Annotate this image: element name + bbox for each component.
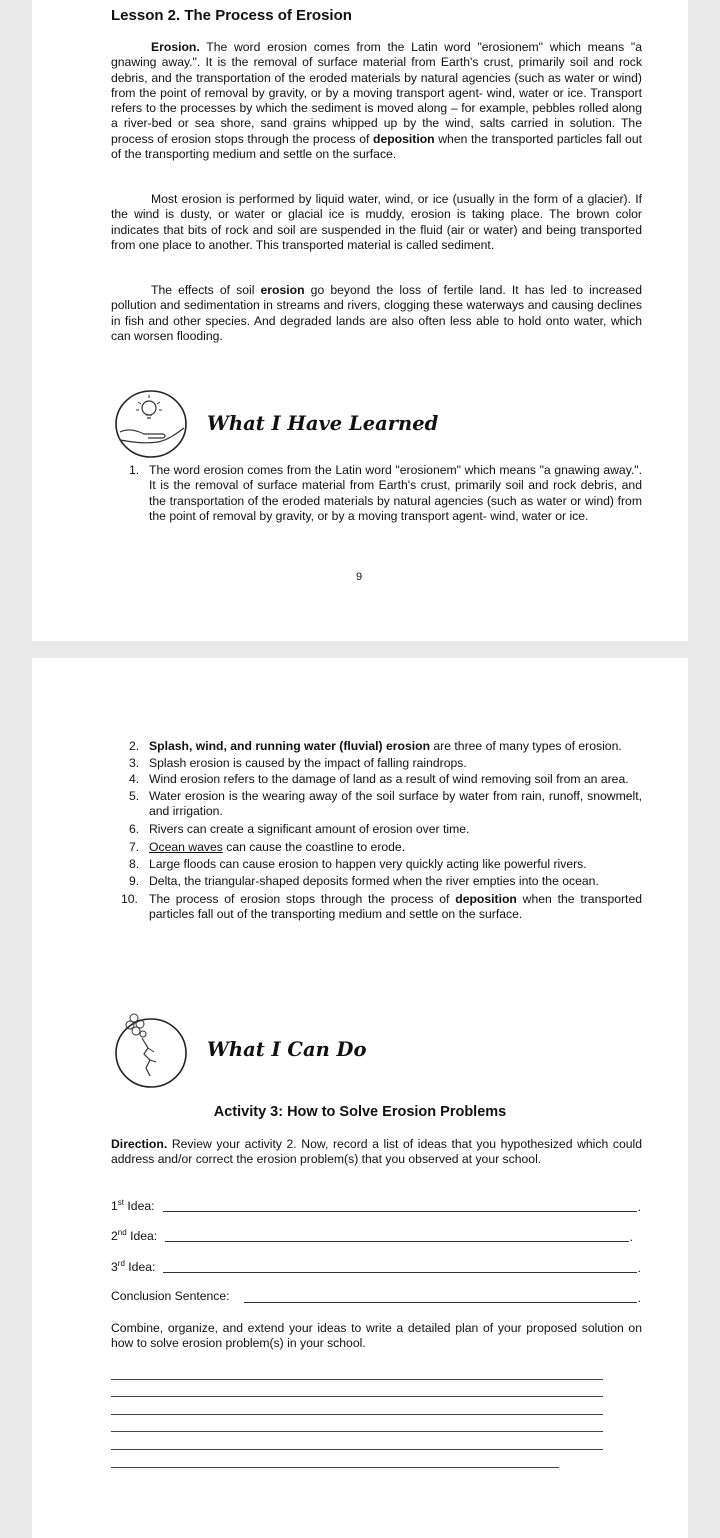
plan-answer-line[interactable]: [111, 1467, 559, 1468]
combine-paragraph: Combine, organize, and extend your ideas to write a detailed plan of your proposed solution on how to solve erosion problem(s) in your school.: [111, 1321, 642, 1351]
idea-3-row: 3rd Idea: .: [111, 1259, 641, 1275]
erosion-term: Erosion.: [151, 40, 200, 54]
list-item: 9. Delta, the triangular-shaped deposits formed when the river empties into the ocean.: [129, 874, 599, 889]
paragraph-erosion-definition: Erosion. The word erosion comes from the Latin word "erosionem" which means "a gnawing away.". It is the removal of surface material from Earth's crust, primarily soil and rock debris, and the transportation of the eroded materials by natural agencies (such as water or wind) from the point of removal by gravity, or by a moving transport agent- wind, water or ice. Transport refers to the processes by which the sediment is moved along – for example, pebbles rolled along a river-bed or sea shore, sand grains whipped up by the wind, salts carried in solution. The process of erosion stops through the process of deposition when the transported particles fall out of the transporting medium and settle on the surface.: [111, 40, 642, 162]
document-page-10: [32, 658, 688, 1538]
list-item: 3. Splash erosion is caused by the impact of falling raindrops.: [129, 756, 467, 771]
paragraph-erosion-effects: The effects of soil erosion go beyond the loss of fertile land. It has led to increased pollution and sedimentation in streams and rivers, clogging these waterways and causing declines in fish and other species. And degraded lands are also often less able to hold onto water, which can worsen flooding.: [111, 283, 642, 343]
plan-answer-line[interactable]: [111, 1396, 603, 1397]
list-item: 6. Rivers can create a significant amount of erosion over time.: [129, 822, 470, 837]
paragraph-erosion-agents: Most erosion is performed by liquid water, wind, or ice (usually in the form of a glacier). If the wind is dusty, or water or glacial ice is muddy, erosion is taking place. The brown color indicates that bits of rock and soil are suspended in the fluid (air or water) and being transported from one place to another. This transported material is called sediment.: [111, 192, 642, 252]
learned-list: [111, 463, 642, 524]
what-i-have-learned-title: What I Have Learned: [207, 412, 439, 435]
deposition-term: deposition: [373, 131, 435, 146]
idea-1-answer-line[interactable]: [163, 1211, 637, 1212]
list-item: 7. Ocean waves can cause the coastline to erode.: [129, 839, 406, 854]
idea-3-answer-line[interactable]: [163, 1272, 637, 1273]
document-page-9: [32, 0, 688, 641]
list-item: 1. The word erosion comes from the Latin word "erosionem" which means "a gnawing away.". It is the removal of surface material from Earth's crust, primarily soil and rock debris, and the transportation of the eroded materials by natural agencies (such as water or wind) from the point of removal by gravity, or by a moving transport agent- wind, water or ice.: [129, 463, 642, 523]
list-item: 4. Wind erosion refers to the damage of land as a result of wind removing soil from an area.: [129, 771, 629, 786]
idea-1-row: 1st Idea: .: [111, 1198, 641, 1214]
conclusion-answer-line[interactable]: [244, 1302, 637, 1303]
idea-2-answer-line[interactable]: [165, 1241, 629, 1242]
what-i-have-learned-icon: [114, 388, 194, 460]
lesson-title: Lesson 2. The Process of Erosion: [111, 7, 352, 24]
activity-title: Activity 3: How to Solve Erosion Problems: [213, 1104, 507, 1120]
idea-2-row: 2nd Idea: .: [111, 1228, 633, 1244]
plan-answer-line[interactable]: [111, 1449, 603, 1450]
ocean-waves-link[interactable]: Ocean waves: [149, 839, 223, 854]
list-item: 5. Water erosion is the wearing away of the soil surface by water from rain, runoff, snowmelt, and irrigation.: [129, 788, 642, 819]
plan-answer-line[interactable]: [111, 1431, 603, 1432]
learned-list-continued: [111, 739, 642, 922]
conclusion-row: Conclusion Sentence: .: [111, 1289, 641, 1305]
plan-answer-line[interactable]: [111, 1379, 603, 1380]
lesson-section: [111, 7, 642, 24]
plan-answer-line[interactable]: [111, 1414, 603, 1415]
list-item: 2. Splash, wind, and running water (fluvial) erosion are three of many types of erosion.: [129, 739, 622, 753]
list-item: 8. Large floods can cause erosion to happen very quickly acting like powerful rivers.: [129, 857, 587, 872]
what-i-can-do-icon: [114, 1012, 194, 1084]
what-i-can-do-title: What I Can Do: [207, 1038, 367, 1061]
page-number: 9: [356, 571, 363, 583]
direction-paragraph: Direction. Review your activity 2. Now, record a list of ideas that you hypothesized which could address and/or correct the erosion problem(s) that you observed at your school.: [111, 1137, 642, 1167]
list-item: 10. The process of erosion stops through the process of deposition when the transported particles fall out of the transporting medium and settle on the surface.: [121, 891, 642, 921]
